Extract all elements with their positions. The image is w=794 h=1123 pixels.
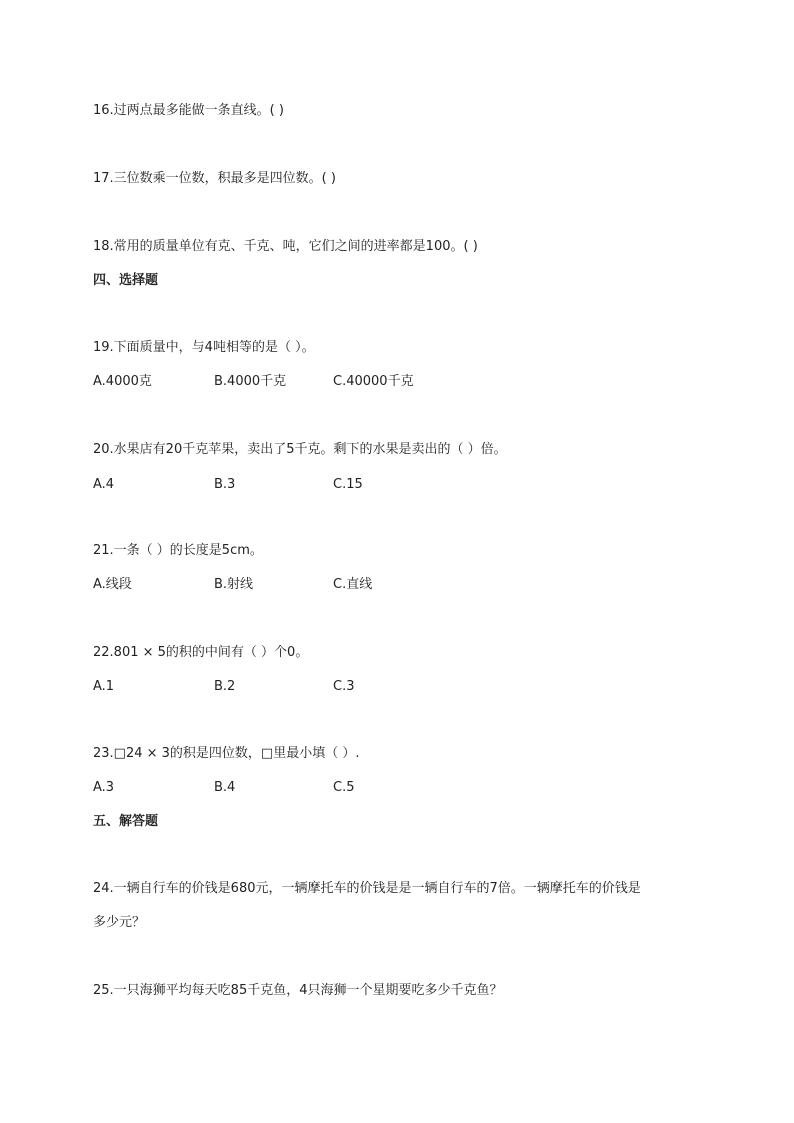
option-19-a: A.4000克: [93, 374, 152, 389]
option-19-c: C.40000千克: [333, 374, 414, 389]
option-23-b: B.4: [214, 780, 236, 795]
option-22-a: A.1: [93, 679, 115, 694]
question-17: 17.三位数乘一位数，积最多是四位数。( ): [93, 171, 336, 186]
option-20-b: B.3: [214, 477, 236, 492]
question-21: 21.一条（ ）的长度是5cm。: [93, 543, 263, 558]
option-19-b: B.4000千克: [214, 374, 287, 389]
option-22-b: B.2: [214, 679, 236, 694]
option-20-c: C.15: [333, 477, 363, 492]
question-22: 22.801 × 5的积的中间有（ ）个0。: [93, 645, 309, 660]
question-23: 23.□24 × 3的积是四位数，□里最小填（ ）.: [93, 746, 360, 761]
option-22-c: C.3: [333, 679, 355, 694]
question-20: 20.水果店有20千克苹果，卖出了5千克。剩下的水果是卖出的（ ）倍。: [93, 442, 507, 457]
option-21-a: A.线段: [93, 577, 132, 592]
question-18: 18.常用的质量单位有克、千克、吨，它们之间的进率都是100。( ): [93, 239, 478, 254]
option-23-c: C.5: [333, 780, 355, 795]
option-20-a: A.4: [93, 477, 115, 492]
section-title-answer: 五、解答题: [93, 814, 159, 829]
option-23-a: A.3: [93, 780, 115, 795]
section-title-choice: 四、选择题: [93, 273, 159, 288]
option-21-c: C.直线: [333, 577, 373, 592]
question-16: 16.过两点最多能做一条直线。( ): [93, 103, 284, 118]
question-24-line-2: 多少元？: [93, 915, 146, 930]
question-25: 25.一只海狮平均每天吃85千克鱼，4只海狮一个星期要吃多少千克鱼？: [93, 983, 503, 998]
option-21-b: B.射线: [214, 577, 254, 592]
question-24-line-1: 24.一辆自行车的价钱是680元，一辆摩托车的价钱是是一辆自行车的7倍。一辆摩托车的价钱是: [93, 881, 641, 896]
question-19: 19.下面质量中，与4吨相等的是（ ）。: [93, 340, 315, 355]
